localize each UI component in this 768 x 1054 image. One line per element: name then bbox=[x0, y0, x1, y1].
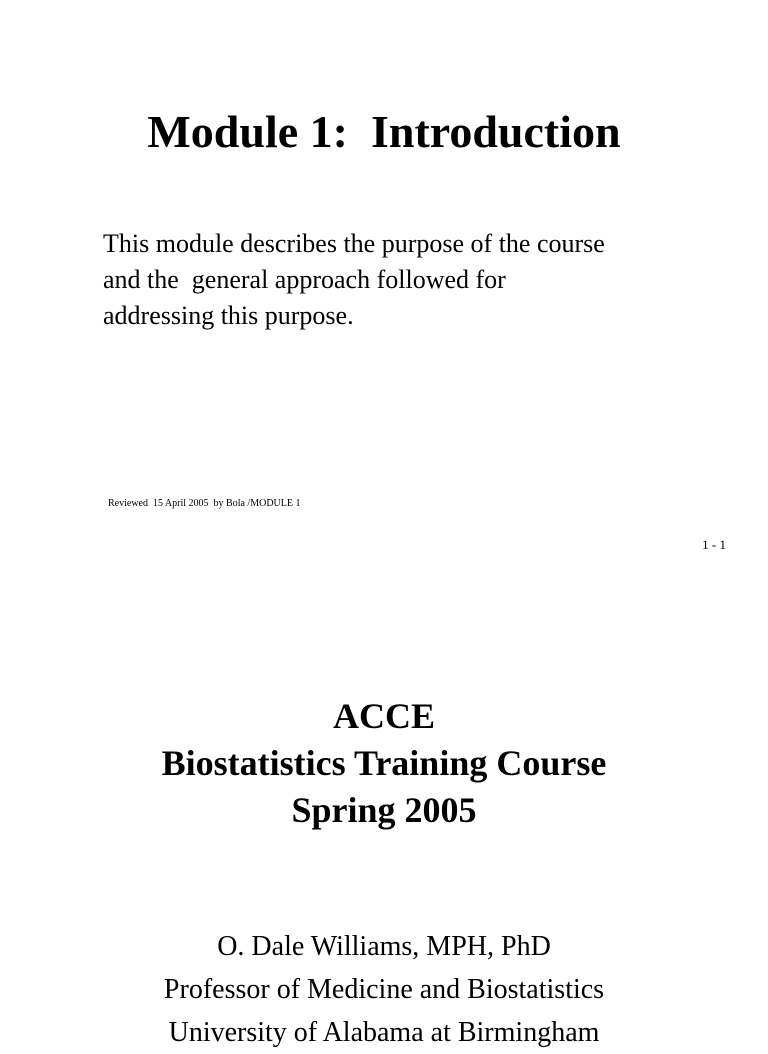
course-name: Biostatistics Training Course bbox=[161, 743, 607, 783]
module-title: Module 1: Introduction bbox=[147, 106, 621, 157]
course-org: ACCE bbox=[332, 696, 435, 736]
course-title-block bbox=[0, 693, 768, 834]
description-line: addressing this purpose. bbox=[103, 301, 354, 330]
course-term: Spring 2005 bbox=[291, 790, 477, 830]
author-affiliation: University of Alabama at Birmingham bbox=[168, 1017, 600, 1048]
description-line: This module describes the purpose of the course bbox=[103, 229, 605, 258]
author-title: Professor of Medicine and Biostatistics bbox=[163, 974, 605, 1005]
description-line: and the general approach followed for bbox=[103, 265, 506, 294]
module-description bbox=[103, 226, 703, 334]
author-name: O. Dale Williams, MPH, PhD bbox=[217, 931, 551, 962]
review-note: Reviewed 15 April 2005 by Bola /MODULE 1 bbox=[108, 498, 301, 509]
slide-course-title bbox=[0, 560, 768, 1048]
page-number: 1 - 1 bbox=[702, 537, 726, 552]
author-block bbox=[0, 925, 768, 1054]
